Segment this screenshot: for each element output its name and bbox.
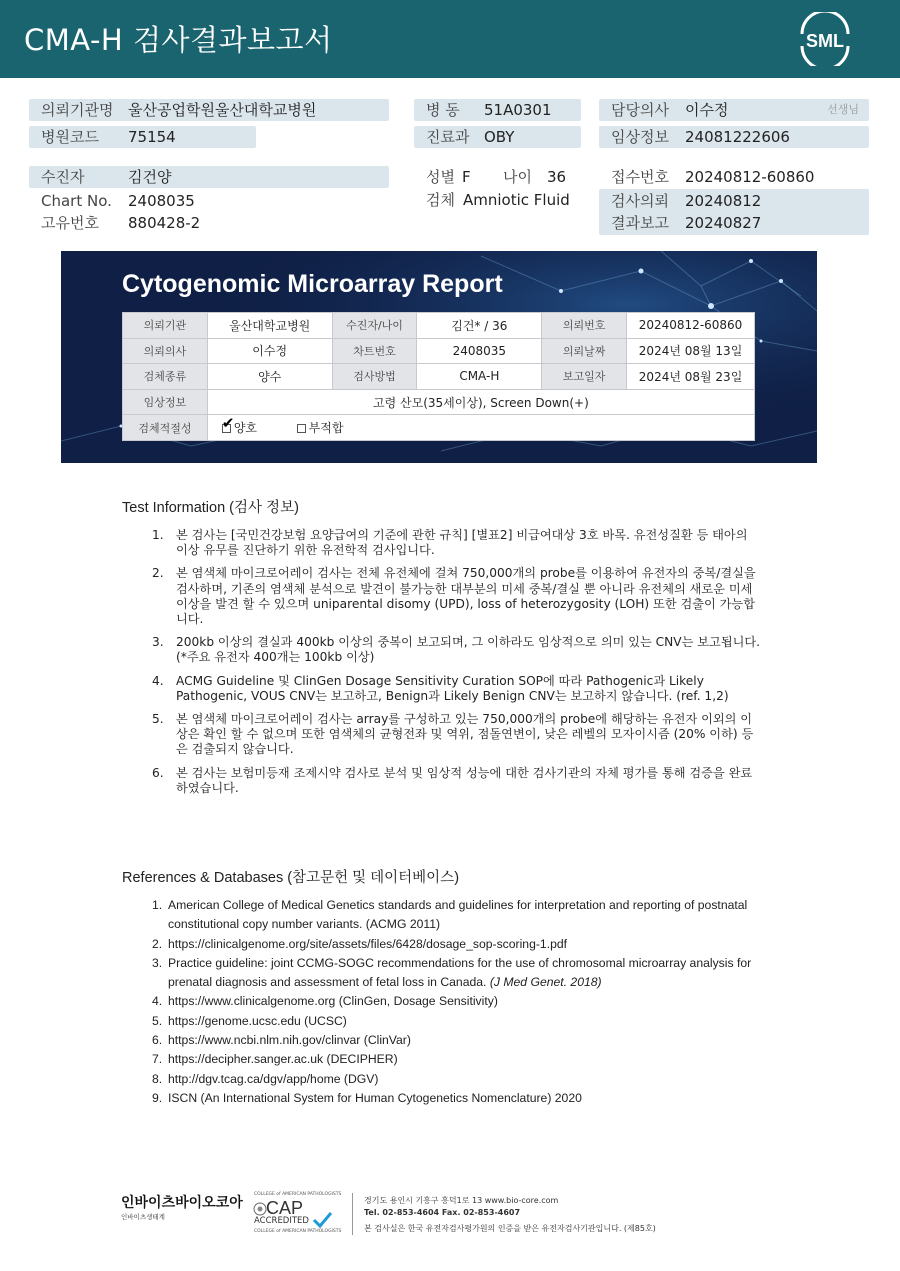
clinical-field — [599, 126, 869, 148]
item-number: 2. — [152, 566, 164, 581]
item-text: https://genome.ucsc.edu (UCSC) — [168, 1013, 347, 1028]
ward-label: 병 동 — [426, 101, 460, 119]
item-text: 200kb 이상의 결실과 400kb 이상의 중복이 보고되며, 그 이하라도 임상적으로 의미 있는 CNV는 보고됩니다. (*주요 유전자 400개는 100kb 이상) — [176, 635, 761, 665]
item-number: 2. — [152, 936, 163, 951]
unique-no-label: 고유번호 — [41, 214, 99, 232]
checkbox-adequate — [221, 414, 235, 433]
patient-name-value: 김건양 — [128, 168, 172, 186]
references-title: References & Databases (참고문헌 및 데이터베이스) — [122, 870, 460, 886]
table-cell-label: 검체적절성 — [123, 415, 208, 441]
table-row — [123, 364, 755, 390]
item-number: 6. — [152, 765, 164, 780]
item-text: American College of Medical Genetics standards and guidelines for interpretation and reporting of postnatal constitutional copy number variants. (ACMG 2011) — [168, 898, 748, 932]
list-item — [152, 635, 762, 665]
item-text: https://clinicalgenome.org/site/assets/files/6428/dosage_sop-scoring-1.pdf — [168, 936, 568, 951]
institution-field — [29, 99, 389, 121]
ward-value: 51A0301 — [484, 101, 552, 119]
report-header-bar — [0, 0, 900, 78]
list-item — [152, 674, 762, 704]
checkmark-icon: ✔ — [221, 414, 235, 433]
report-date-field — [599, 212, 869, 234]
check-mark-icon — [312, 1212, 332, 1228]
receipt-no-value: 20240812-60860 — [685, 168, 815, 186]
table-row — [123, 415, 755, 441]
sml-logo-icon — [796, 12, 854, 66]
item-number: 6. — [152, 1033, 163, 1048]
item-text: 본 검사는 [국민건강보험 요양급여의 기준에 관한 규칙] [별표2] 비급여대상 3호 바목. 유전성질환 등 태아의 이상 유무를 진단하기 위한 유전학적 검사입니다. — [176, 528, 748, 558]
footer-certification: 본 검사실은 한국 유전자검사평가원의 인증을 받은 유전자검사기관입니다. (제85호) — [364, 1224, 656, 1233]
item-number: 9. — [152, 1090, 163, 1105]
item-number: 3. — [152, 635, 164, 650]
report-title: CMA-H 검사결과보고서 — [24, 23, 333, 57]
list-item — [152, 1050, 792, 1069]
banner-title: Cytogenomic Microarray Report — [122, 270, 503, 298]
sex-label: 성별 — [426, 168, 455, 186]
institution-label: 의뢰기관명 — [41, 101, 114, 119]
table-cell-label: 수진자/나이 — [332, 313, 417, 339]
chart-no-label: Chart No. — [41, 192, 112, 210]
option-adequate-label: 양호 — [233, 421, 258, 436]
footer-divider — [352, 1193, 353, 1235]
item-number: 4. — [152, 673, 164, 688]
specimen-value: Amniotic Fluid — [463, 191, 570, 209]
table-row — [123, 313, 755, 339]
patient-name-field — [29, 166, 389, 188]
item-number: 8. — [152, 1071, 163, 1086]
report-date-label: 결과보고 — [611, 214, 669, 232]
item-text: 본 검사는 보험미등재 조제시약 검사로 분석 및 임상적 성능에 대한 검사기관의 자체 평가를 통해 검증을 완료하였습니다. — [176, 765, 753, 795]
dept-field — [414, 126, 581, 148]
dept-label: 진료과 — [426, 128, 470, 146]
cap-accreditation-logo — [252, 1192, 342, 1236]
checkbox-inadequate — [297, 424, 306, 433]
table-cell-label: 의뢰번호 — [542, 313, 627, 339]
item-text: 본 염색체 마이크로어레이 검사는 array를 구성하고 있는 750,000개의 probe에 해당하는 유전자 이외의 이상은 확인 할 수 없으며 또한 염색체의 균형전좌 및 역위, 점돌연변이, 낮은 레벨의 모자이시즘 (20% 이하) 등은 검출되지 않습니다. — [176, 712, 754, 757]
institution-value: 울산공업학원울산대학교병원 — [128, 101, 317, 119]
test-info-title: Test Information (검사 정보) — [122, 500, 299, 516]
doctor-label: 담당의사 — [611, 101, 669, 119]
clinical-info-value: 고령 산모(35세이상), Screen Down(+) — [207, 389, 754, 415]
item-number: 5. — [152, 1013, 163, 1028]
item-number: 1. — [152, 898, 163, 912]
item-text: https://decipher.sanger.ac.uk (DECIPHER) — [168, 1052, 398, 1067]
table-cell-value: 2024년 08월 13일 — [627, 338, 755, 364]
hospital-code-value: 75154 — [128, 128, 176, 146]
unique-no-field — [29, 212, 389, 234]
request-date-label: 검사의뢰 — [611, 192, 669, 210]
patient-name-label: 수진자 — [41, 168, 85, 186]
receipt-no-label: 접수번호 — [611, 168, 669, 186]
specimen-adequacy-cell — [207, 415, 754, 441]
receipt-no-field — [599, 166, 869, 188]
cap-top-text: COLLEGE of AMERICAN PATHOLOGISTS — [254, 1192, 342, 1197]
item-number: 7. — [152, 1052, 163, 1067]
list-item — [152, 1089, 792, 1108]
report-date-value: 20240827 — [685, 214, 762, 232]
list-item — [152, 1031, 792, 1050]
table-row — [123, 338, 755, 364]
hospital-code-label: 병원코드 — [41, 128, 99, 146]
specimen-field — [414, 189, 584, 211]
table-cell-value: 이수정 — [207, 338, 332, 364]
list-item — [152, 712, 762, 758]
list-item — [152, 566, 762, 627]
table-cell-label: 임상정보 — [123, 389, 208, 415]
test-info-list — [152, 528, 762, 804]
clinical-label: 임상정보 — [611, 128, 669, 146]
dept-value: OBY — [484, 128, 515, 146]
table-cell-label: 의뢰의사 — [123, 338, 208, 364]
table-cell-label: 검체종류 — [123, 364, 208, 390]
list-item — [152, 954, 792, 993]
chart-no-value: 2408035 — [128, 192, 195, 210]
table-cell-label: 차트번호 — [332, 338, 417, 364]
request-date-field — [599, 190, 869, 212]
list-item — [152, 528, 762, 558]
references-list — [152, 896, 792, 1108]
item-text: ACMG Guideline 및 ClinGen Dosage Sensitivity Curation SOP에 따라 Pathogenic과 Likely Pathogenic, VOUS CNV는 보고하고, Benign과 Likely Benign CNV는 보고하지 않습니다. (ref. 1,2) — [176, 673, 729, 703]
table-cell-value: 2024년 08월 23일 — [627, 364, 755, 390]
company-logo-subtext: 인바이츠생태계 — [121, 1213, 165, 1221]
table-cell-label: 검사방법 — [332, 364, 417, 390]
list-item — [152, 935, 792, 954]
table-cell-value: 20240812-60860 — [627, 313, 755, 339]
list-item — [152, 766, 762, 796]
age-label: 나이 — [503, 168, 532, 186]
item-text: 본 염색체 마이크로어레이 검사는 전체 유전체에 걸쳐 750,000개의 probe를 이용하여 유전자의 중복/결실을 검사하며, 기존의 염색체 분석으로 발견이 불가능한 대부분의 미세 중복/결실 뿐 아니라 유전체의 새로운 미세이상을 발견 할 수 있으며 uniparental disomy (UPD), loss of heterozygosity (LOH) 또한 검출이 가능합니다. — [176, 566, 756, 627]
item-number: 3. — [152, 955, 163, 970]
footer-address: 경기도 용인시 기흥구 흥덕1로 13 www.bio-core.com — [364, 1196, 559, 1205]
clinical-value: 24081222606 — [685, 128, 790, 146]
item-number: 5. — [152, 712, 164, 727]
sex-value: F — [462, 168, 471, 186]
item-citation: (J Med Genet. 2018) — [489, 975, 602, 990]
chart-no-field — [29, 190, 389, 212]
cap-text: CAP — [266, 1198, 304, 1218]
table-cell-label: 의뢰날짜 — [542, 338, 627, 364]
ward-field — [414, 99, 581, 121]
list-item — [152, 1012, 792, 1031]
item-text: https://www.clinicalgenome.org (ClinGen, Dosage Sensitivity) — [168, 994, 498, 1009]
age-value: 36 — [547, 168, 567, 186]
item-number: 1. — [152, 528, 164, 542]
option-inadequate-label: 부적합 — [308, 421, 344, 436]
cap-bottom-text: COLLEGE of AMERICAN PATHOLOGISTS — [254, 1229, 342, 1234]
item-text: http://dgv.tcag.ca/dgv/app/home (DGV) — [168, 1071, 379, 1086]
item-text: https://www.ncbi.nlm.nih.gov/clinvar (ClinVar) — [168, 1033, 411, 1048]
table-cell-value: 김건* / 36 — [417, 313, 542, 339]
table-cell-value: CMA-H — [417, 364, 542, 390]
table-cell-label: 의뢰기관 — [123, 313, 208, 339]
request-date-value: 20240812 — [685, 192, 762, 210]
sex-age-field — [414, 166, 584, 188]
report-banner — [61, 251, 817, 463]
item-text: Practice guideline: joint CCMG-SOGC recommendations for the use of chromosomal microarray analysis for prenatal diagnosis and assessment of fetal loss in Canada. — [168, 955, 752, 990]
cap-accredited-text: ACCREDITED — [254, 1216, 309, 1226]
list-item — [152, 992, 792, 1011]
specimen-label: 검체 — [426, 191, 455, 209]
company-logo-text: 인바이츠바이오코아 — [121, 1195, 243, 1211]
table-cell-value: 양수 — [207, 364, 332, 390]
item-number: 4. — [152, 994, 163, 1009]
item-text: ISCN (An International System for Human Cytogenetics Nomenclature) 2020 — [168, 1090, 582, 1105]
list-item — [152, 896, 792, 935]
list-item — [152, 1070, 792, 1089]
table-cell-value: 울산대학교병원 — [207, 313, 332, 339]
table-cell-value: 2408035 — [417, 338, 542, 364]
table-row — [123, 389, 755, 415]
doctor-value: 이수정 — [685, 101, 729, 119]
logo-text: SML — [806, 31, 844, 51]
hospital-code-field — [29, 126, 256, 148]
unique-no-value: 880428-2 — [128, 214, 201, 232]
doctor-suffix: 선생님 — [827, 103, 859, 116]
report-summary-table — [122, 312, 755, 441]
table-cell-label: 보고일자 — [542, 364, 627, 390]
footer-phone: Tel. 02-853-4604 Fax. 02-853-4607 — [364, 1208, 521, 1217]
doctor-field — [599, 99, 869, 121]
